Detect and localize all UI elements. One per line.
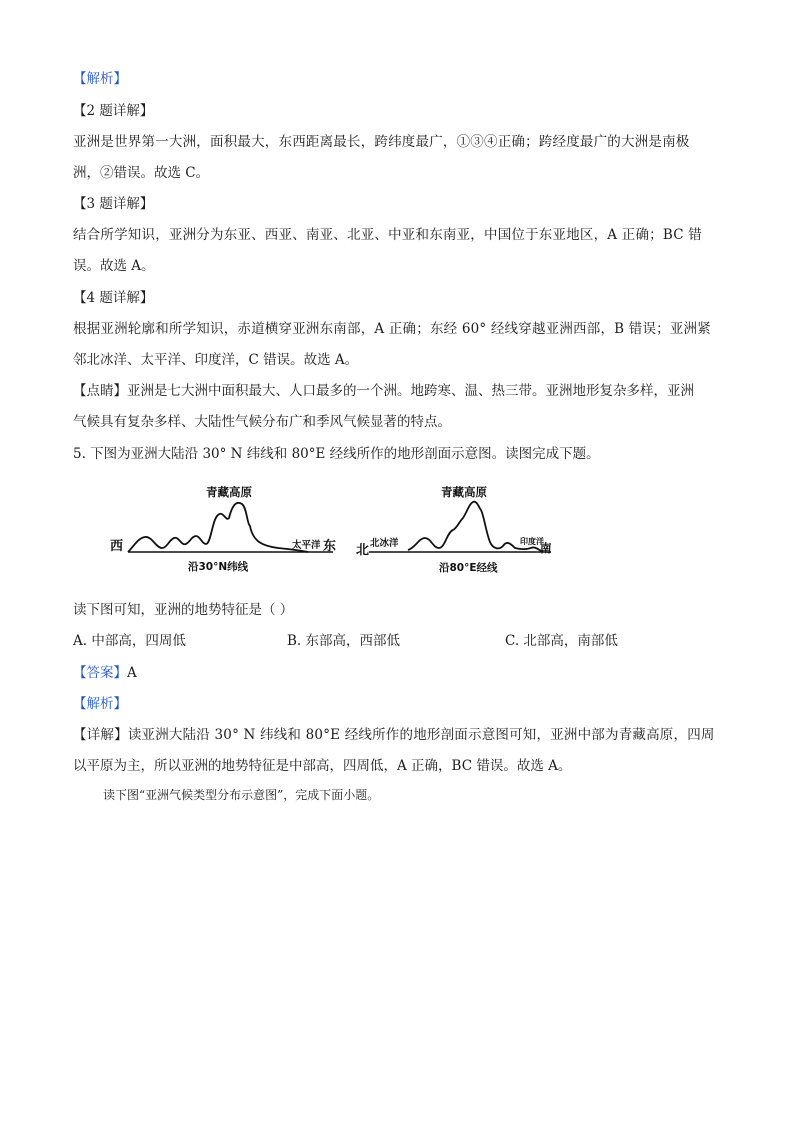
north-label: 北	[356, 543, 370, 558]
q4-heading: 【4 题详解】	[73, 290, 154, 306]
detail-line1	[73, 723, 715, 743]
plateau-label-left: 青藏高原	[206, 485, 252, 499]
profile-80e-figure	[353, 482, 568, 578]
q2-text-line2: 洲，②错误。故选 C。	[73, 165, 210, 181]
tip-heading: 【点睛】	[73, 383, 127, 399]
detail-heading: 【详解】	[73, 727, 128, 743]
option-c: C. 北部高，南部低	[505, 633, 618, 649]
question5-stem: 5. 下图为亚洲大陆沿 30° N 纬线和 80°E 经线所作的地形剖面示意图。读图完成下题。	[73, 446, 600, 462]
tip-text: 亚洲是七大洲中面积最大、人口最多的一个洲。地跨寒、温、热三带。亚洲地形复杂多样，亚洲	[127, 383, 694, 399]
option-b: B. 东部高，西部低	[287, 633, 401, 649]
south-label: 南	[540, 541, 552, 555]
q3-heading: 【3 题详解】	[73, 196, 154, 212]
answer-value: A	[127, 665, 137, 681]
caption-80e: 沿80°E经线	[439, 562, 498, 574]
terrain-line-30n	[128, 503, 308, 552]
next-question-intro: 读下图“亚洲气候类型分布示意图”，完成下面小题。	[103, 788, 380, 802]
q4-text-line2: 邻北冰洋、太平洋、印度洋，C 错误。故选 A。	[73, 352, 359, 368]
analysis-heading-q5: 【解析】	[73, 696, 127, 712]
question5-prompt: 读下图可知，亚洲的地势特征是（ ）	[73, 602, 294, 618]
indian-ocean-label: 印度洋	[520, 537, 544, 546]
detail-text: 读亚洲大陆沿 30° N 纬线和 80°E 经线所作的地形剖面示意图可知，亚洲中部为青藏高原，四周	[127, 727, 715, 743]
plateau-label-right: 青藏高原	[441, 485, 487, 499]
detail-line2: 以平原为主，所以亚洲的地势特征是中部高，四周低，A 正确，BC 错误。故选 A。	[73, 758, 572, 774]
profile-30n-figure	[108, 482, 358, 578]
answer-line	[73, 661, 137, 681]
q2-heading: 【2 题详解】	[73, 103, 154, 119]
east-label: 东	[323, 539, 337, 554]
q3-text-line1: 结合所学知识，亚洲分为东亚、西亚、南亚、北亚、中亚和东南亚，中国位于东亚地区，A 正确；BC 错	[73, 227, 702, 243]
pacific-label: 太平洋	[292, 540, 321, 551]
arctic-ocean-label: 北冰洋	[370, 538, 399, 549]
caption-30n: 沿30°N纬线	[188, 561, 249, 573]
west-label: 西	[110, 539, 124, 554]
q4-text-line1: 根据亚洲轮廓和所学知识，赤道横穿亚洲东南部，A 正确；东经 60° 经线穿越亚洲西部，B 错误；亚洲紧	[73, 321, 711, 337]
tip-line1	[73, 379, 694, 399]
tip-text-line2: 气候具有复杂多样、大陆性气候分布广和季风气候显著的特点。	[73, 414, 451, 430]
answer-heading: 【答案】	[73, 665, 127, 681]
analysis-heading: 【解析】	[73, 71, 127, 87]
q3-text-line2: 误。故选 A。	[73, 258, 155, 274]
option-a: A. 中部高，四周低	[73, 633, 186, 649]
q2-text-line1: 亚洲是世界第一大洲，面积最大，东西距离最长，跨纬度最广，①③④正确；跨经度最广的大洲是南极	[73, 134, 690, 150]
